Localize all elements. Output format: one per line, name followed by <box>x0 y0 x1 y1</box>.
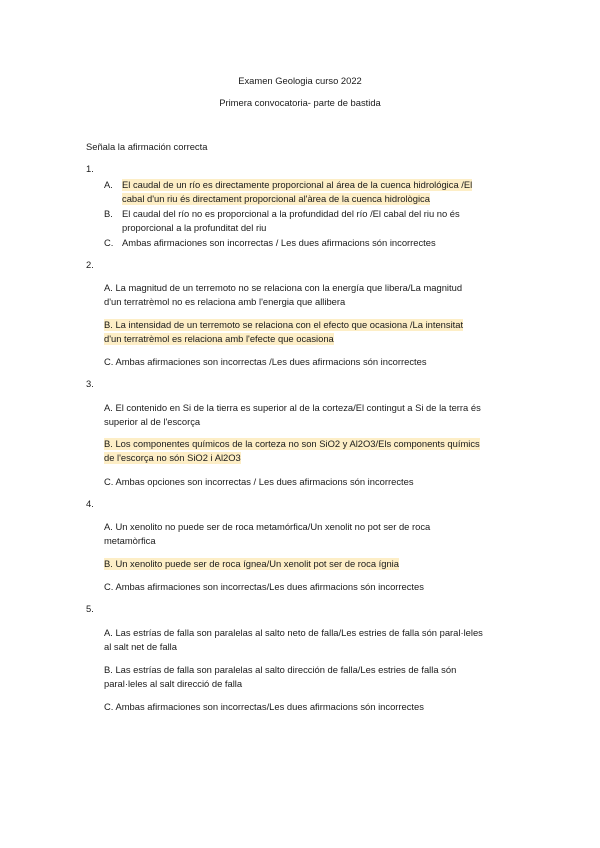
option-line: paral·leles al salt direcció de falla <box>104 678 243 689</box>
option-line: C. Ambas afirmaciones son incorrectas/Les dues afirmacions són incorrectes <box>104 701 424 712</box>
question-number: 3. <box>86 378 94 389</box>
option-line: B. Un xenolito puede ser de roca ígnea/Un xenolit pot ser de roca ígnia <box>104 558 399 569</box>
option-line: proporcional a la profunditat del riu <box>122 222 267 233</box>
option-line: d'un terratrèmol no es relaciona amb l'energia que allibera <box>104 296 346 307</box>
option-line: B. Los componentes químicos de la corteza no son SiO2 y Al2O3/Els components químics <box>104 438 480 449</box>
question-number: 1. <box>86 163 94 174</box>
option-line: B. Las estrías de falla son paralelas al salto dirección de falla/Les estries de falla són <box>104 664 457 675</box>
option-line: d'un terratrèmol es relaciona amb l'efecte que ocasiona <box>104 333 334 344</box>
question-number: 4. <box>86 498 94 509</box>
option-letter: A. <box>104 179 113 190</box>
option-line: A. La magnitud de un terremoto no se relaciona con la energía que libera/La magnitud <box>104 282 463 293</box>
option-line: metamòrfica <box>104 535 156 546</box>
option-line: C. Ambas afirmaciones son incorrectas /Les dues afirmacions són incorrectes <box>104 356 427 367</box>
option-line: Ambas afirmaciones son incorrectas / Les dues afirmacions són incorrectes <box>122 237 436 248</box>
question-number: 5. <box>86 603 94 614</box>
option-line: B. La intensidad de un terremoto se relaciona con el efecto que ocasiona /La intensitat <box>104 319 464 330</box>
option-line: El caudal de un río es directamente proporcional al área de la cuenca hidrológica /El <box>122 179 473 190</box>
exam-subtitle: Primera convocatoria- parte de bastida <box>219 97 381 108</box>
question-number: 2. <box>86 259 94 270</box>
option-line: de l'escorça no són SiO2 i Al2O3 <box>104 452 241 463</box>
option-line: C. Ambas opciones son incorrectas / Les dues afirmacions són incorrectes <box>104 476 414 487</box>
option-line: El caudal del río no es proporcional a la profundidad del río /El cabal del riu no és <box>122 208 460 219</box>
instruction: Señala la afirmación correcta <box>86 141 208 152</box>
option-letter: B. <box>104 208 113 219</box>
option-line: superior al de l'escorça <box>104 416 201 427</box>
option-line: cabal d'un riu és directament proporcional al'àrea de la cuenca hidrològica <box>122 193 430 204</box>
exam-title: Examen Geologia curso 2022 <box>238 75 362 86</box>
option-line: A. Las estrías de falla son paralelas al salto neto de falla/Les estries de falla són paral·leles <box>104 627 483 638</box>
option-line: A. Un xenolito no puede ser de roca metamórfica/Un xenolit no pot ser de roca <box>104 521 431 532</box>
option-line: A. El contenido en Si de la tierra es superior al de la corteza/El contingut a Si de la terra és <box>104 402 481 413</box>
option-letter: C. <box>104 237 114 248</box>
option-line: C. Ambas afirmaciones son incorrectas/Les dues afirmacions són incorrectes <box>104 581 424 592</box>
option-line: al salt net de falla <box>104 641 177 652</box>
